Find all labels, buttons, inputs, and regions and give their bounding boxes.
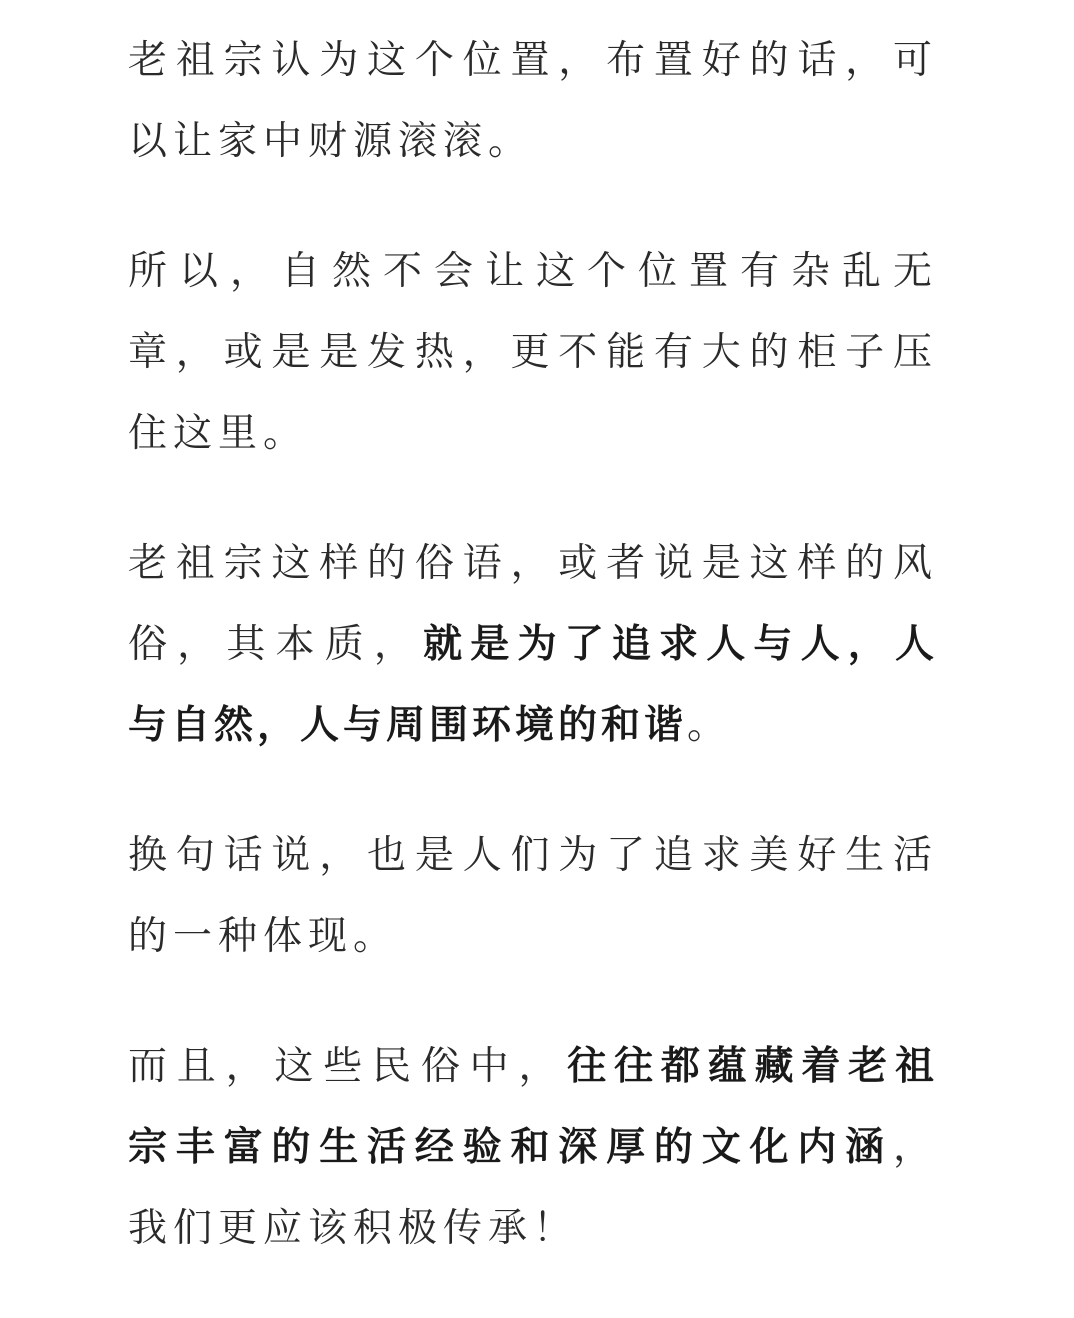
text-line bbox=[128, 20, 938, 101]
text-line bbox=[128, 1026, 938, 1107]
text-line bbox=[128, 896, 938, 977]
text-line bbox=[128, 604, 938, 685]
text-segment: 而且，这些民俗中， bbox=[128, 1044, 568, 1089]
bold-text: 就是为了追求人与人，人 bbox=[423, 622, 938, 667]
text-line bbox=[128, 1188, 938, 1269]
text-segment: ， bbox=[892, 1125, 938, 1170]
text-segment: 住这里。 bbox=[128, 411, 309, 456]
text-segment: 换句话说，也是人们为了追求美好生活 bbox=[128, 833, 938, 878]
bold-text: 与自然，人与周围环境的和谐 bbox=[128, 703, 688, 748]
article-body bbox=[128, 20, 938, 1318]
text-line bbox=[128, 685, 938, 766]
text-segment: 章，或是是发热，更不能有大的柜子压 bbox=[128, 330, 938, 375]
paragraph bbox=[128, 523, 938, 766]
text-line bbox=[128, 231, 938, 312]
text-line bbox=[128, 101, 938, 182]
text-segment: 。 bbox=[687, 703, 733, 748]
paragraph bbox=[128, 231, 938, 474]
paragraph bbox=[128, 1026, 938, 1269]
text-segment: 以让家中财源滚滚。 bbox=[128, 119, 534, 164]
text-line bbox=[128, 523, 938, 604]
text-segment: 所以，自然不会让这个位置有杂乱无 bbox=[128, 249, 938, 294]
text-line bbox=[128, 312, 938, 393]
paragraph bbox=[128, 20, 938, 182]
bold-text: 往往都蕴藏着老祖 bbox=[567, 1044, 938, 1089]
text-segment: 俗，其本质， bbox=[128, 622, 424, 667]
text-line bbox=[128, 815, 938, 896]
text-line bbox=[128, 1107, 938, 1188]
text-line bbox=[128, 393, 938, 474]
text-segment: 我们更应该积极传承！ bbox=[128, 1206, 579, 1251]
text-segment: 的一种体现。 bbox=[128, 914, 399, 959]
text-segment: 老祖宗这样的俗语，或者说是这样的风 bbox=[128, 541, 938, 586]
bold-text: 宗丰富的生活经验和深厚的文化内涵 bbox=[128, 1125, 893, 1170]
text-segment: 老祖宗认为这个位置，布置好的话，可 bbox=[128, 38, 938, 83]
paragraph bbox=[128, 815, 938, 977]
